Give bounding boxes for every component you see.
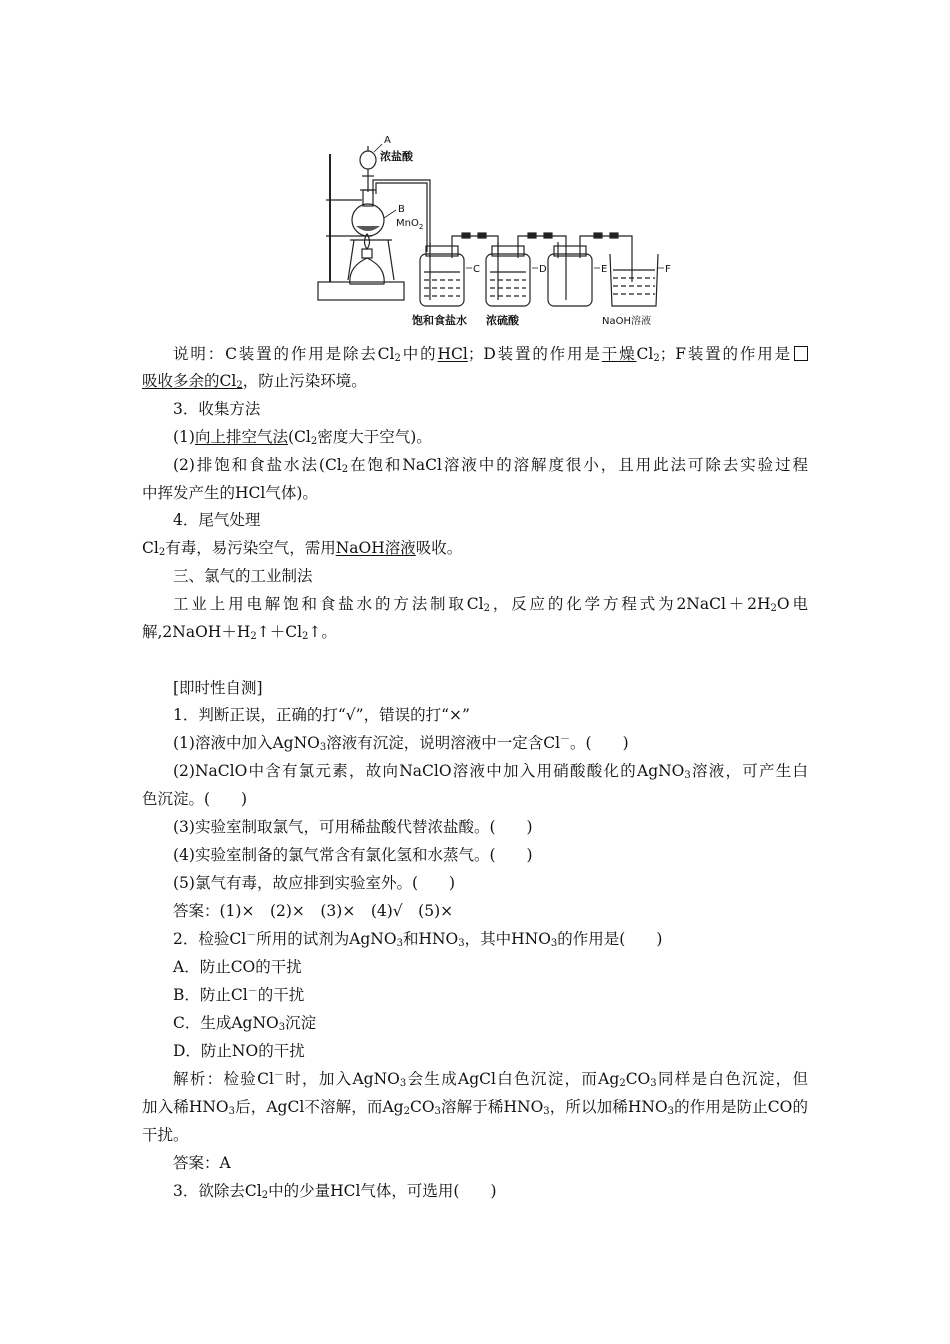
q2-answer: 答案：A xyxy=(173,1154,231,1172)
q1-item-2: (2)NaClO中含有氯元素，故向NaClO溶液中加入用硝酸酸化的AgNO$_3$溶液，可产生白 xyxy=(173,762,808,781)
q1-item-5: (5)氯气有毒，故应排到实验室外。( ) xyxy=(173,874,456,892)
label-f: F xyxy=(665,264,671,275)
q2-stem: 2．检验Cl－所用的试剂为AgNO$_3$和$HNO_3$，其中$HNO_3$的作用是( ) xyxy=(173,930,663,949)
bottle-e xyxy=(548,242,592,306)
label-a: A xyxy=(384,135,391,146)
q2-analysis-3: 干扰。 xyxy=(142,1126,189,1144)
q2-analysis-1: 解析：检验Cl－时，加入AgNO$_3$会生成AgCl白色沉淀，而$Ag_2CO_3$同样是白色沉淀，但 xyxy=(173,1070,808,1089)
q2-analysis-2: 加入稀$HNO_3$后，AgCl不溶解，而$Ag_2CO_3$溶解于稀$HNO_3$，所以加稀$HNO_3$的作用是防止CO的 xyxy=(142,1098,808,1117)
q1-item-4: (4)实验室制备的氯气常含有氯化氢和水蒸气。( ) xyxy=(173,846,533,864)
caption-d: 浓硫酸 xyxy=(486,314,519,327)
q1-item-2-cont: 色沉淀。( ) xyxy=(142,790,248,808)
label-b: B xyxy=(398,204,405,215)
label-e: E xyxy=(601,264,608,275)
q1-answer: 答案：(1)× (2)× (3)× (4)√ (5)× xyxy=(173,902,454,920)
q2-option-c: C．生成AgNO$_3$沉淀 xyxy=(173,1014,317,1033)
section-3-heading: 3．收集方法 xyxy=(173,400,261,418)
q3-stem: 3．欲除去$Cl_2$中的少量HCl气体，可选用( ) xyxy=(173,1182,497,1201)
apparatus-figure xyxy=(312,132,682,332)
collect-method-1: (1)向上排空气法($Cl_2$密度大于空气)。 xyxy=(173,428,432,447)
flask-b xyxy=(352,190,384,236)
caption-c: 饱和食盐水 xyxy=(412,314,467,327)
q2-option-a: A．防止CO的干扰 xyxy=(173,958,302,976)
collect-method-2: (2)排饱和食盐水法($Cl_2$在饱和NaCl溶液中的溶解度很小，且用此法可除去实验过程 xyxy=(173,456,808,475)
label-b-reagent: MnO$_2$ xyxy=(396,218,424,231)
label-d: D xyxy=(539,264,547,275)
section-4-heading: 4．尾气处理 xyxy=(173,511,261,529)
alcohol-lamp xyxy=(350,234,384,284)
collect-method-2-cont: 中挥发产生的HCl气体)。 xyxy=(142,484,318,502)
note-line-2: 吸收多余的$Cl_2$，防止污染环境。 xyxy=(142,372,367,391)
q1-stem: 1．判断正误，正确的打“√”，错误的打“×” xyxy=(173,706,470,724)
q1-item-1: (1)溶液中加入AgNO$_3$溶液有沉淀，说明溶液中一定含Cl－。( ) xyxy=(173,734,629,753)
tail-gas-line: $Cl_2$有毒，易污染空气，需用NaOH溶液吸收。 xyxy=(142,539,463,558)
q1-item-3: (3)实验室制取氯气，可用稀盐酸代替浓盐酸。( ) xyxy=(173,818,533,836)
industrial-line-1: 工业上用电解饱和食盐水的方法制取$Cl_2$，反应的化学方程式为$2NaCl+2H_2O$电 xyxy=(173,595,808,614)
q2-option-b: B．防止Cl－的干扰 xyxy=(173,986,305,1004)
beaker-f xyxy=(610,254,658,306)
q2-option-d: D．防止NO的干扰 xyxy=(173,1042,305,1060)
industrial-line-2: 解$,2NaOH+H_2↑+Cl_2↑$。 xyxy=(142,623,337,642)
self-test-heading: [即时性自测] xyxy=(173,679,263,697)
label-c: C xyxy=(473,264,480,275)
funnel-a xyxy=(360,146,376,192)
label-a-reagent: 浓盐酸 xyxy=(380,150,413,163)
bottle-d xyxy=(486,242,530,306)
section-three-heading: 三、氯气的工业制法 xyxy=(173,567,313,585)
answer-box-icon xyxy=(794,346,808,361)
caption-f: NaOH溶液 xyxy=(602,316,651,327)
note-line-1: 说明：C装置的作用是除去$Cl_2$中的HCl；D装置的作用是干燥$Cl_2$；F装置的作用是 xyxy=(142,344,808,364)
